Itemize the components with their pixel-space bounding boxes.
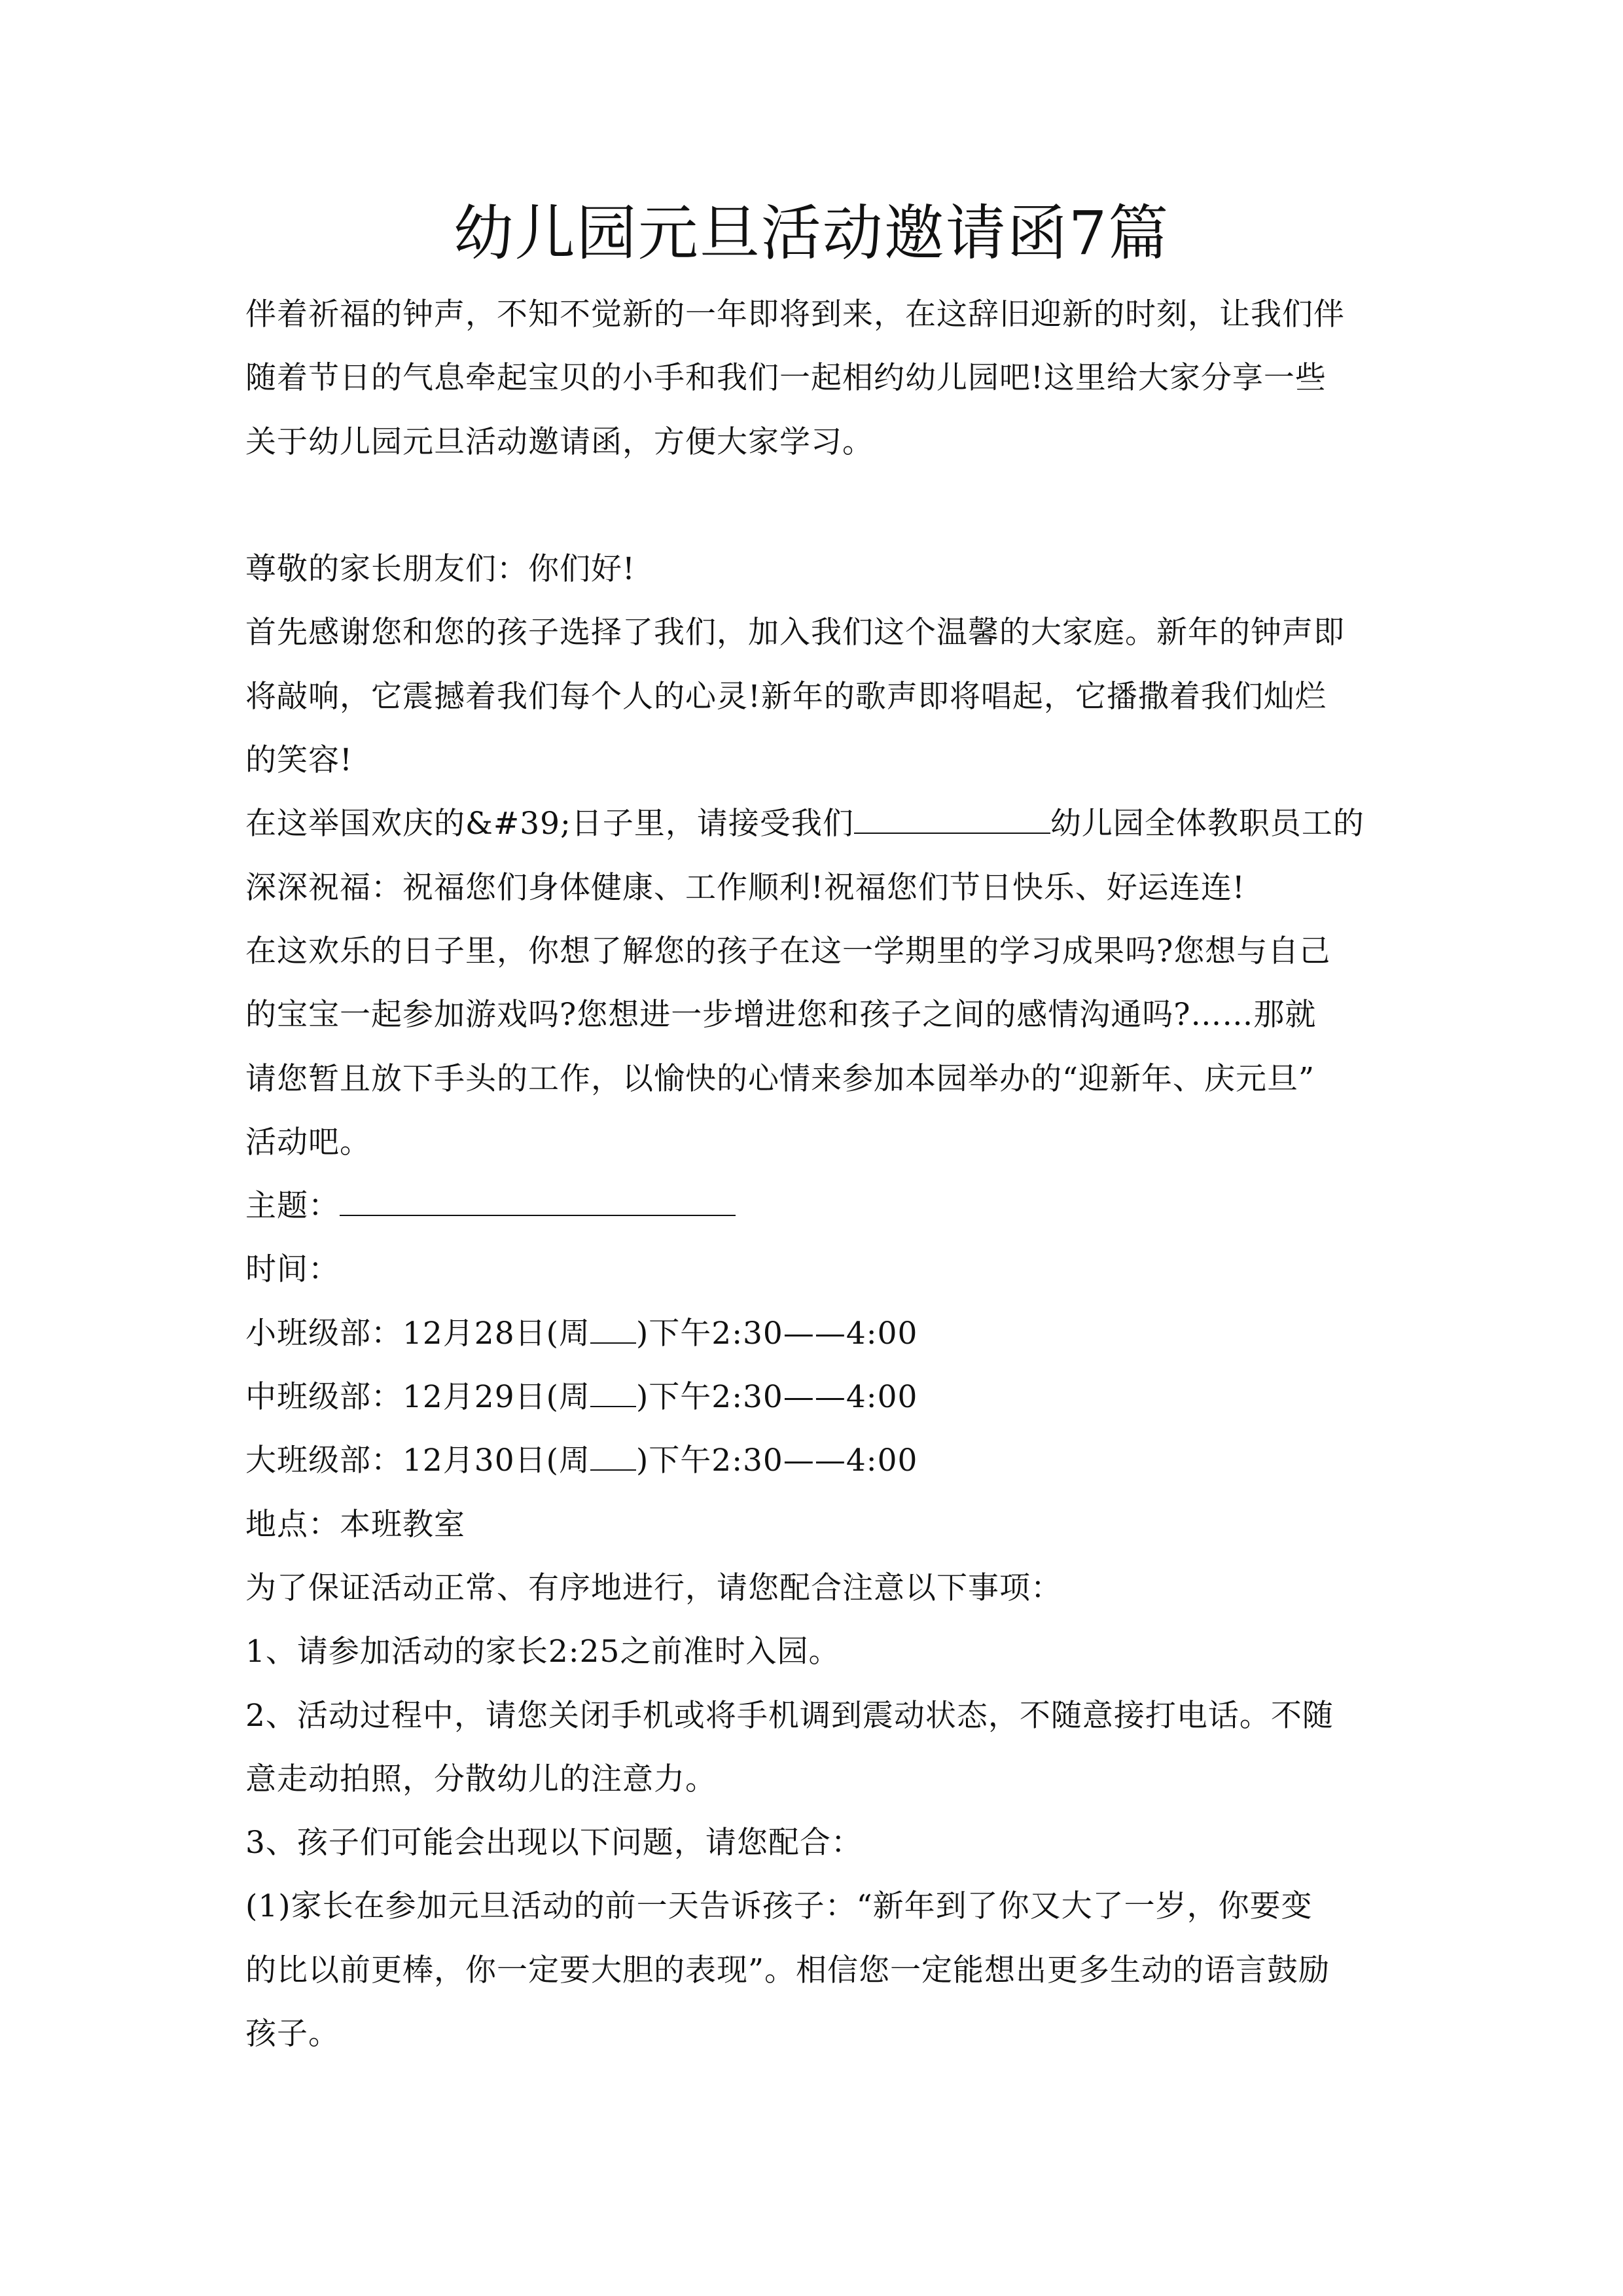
- notice-item: 1、请参加活动的家长2:25之前准时入园。: [245, 1634, 840, 1670]
- paragraph-line: 在这欢乐的日子里，你想了解您的孩子在这一学期里的学习成果吗?您想与自己: [245, 933, 1331, 969]
- schedule-row: [245, 1302, 1384, 1365]
- notice-subitem: 的比以前更棒，你一定要大胆的表现”。相信您一定能想出更多生动的语言鼓励: [245, 1952, 1330, 1988]
- intro-line: 伴着祈福的钟声，不知不觉新的一年即将到来，在这辞旧迎新的时刻，让我们伴: [245, 296, 1345, 332]
- theme-line: [245, 1174, 1384, 1238]
- notice-subitem: (1)家长在参加元旦活动的前一天告诉孩子：“新年到了你又大了一岁，你要变: [245, 1888, 1313, 1925]
- schedule-time: )下午2:30——4:00: [635, 1379, 918, 1416]
- document-title: 幼儿园元旦活动邀请函7篇: [453, 198, 1170, 268]
- paragraph-line: 的宝宝一起参加游戏吗?您想进一步增进您和孩子之间的感情沟通吗?……那就: [245, 997, 1317, 1033]
- weekday-blank: [590, 1441, 636, 1471]
- notice-item: 2、活动过程中，请您关闭手机或将手机调到震动状态，不随意接打电话。不随: [245, 1697, 1334, 1734]
- paragraph-line: [245, 792, 1384, 855]
- notice-intro: 为了保证活动正常、有序地进行，请您配合注意以下事项：: [245, 1570, 1062, 1606]
- schedule-dept: 中班级部：: [245, 1379, 402, 1416]
- notice-item: 3、孩子们可能会出现以下问题，请您配合：: [245, 1825, 863, 1861]
- schedule-row: [245, 1429, 1384, 1492]
- schedule-date: 12月28日(周: [402, 1315, 590, 1352]
- kindergarten-name-blank: [854, 804, 1050, 834]
- theme-blank: [340, 1186, 736, 1216]
- schedule-time: )下午2:30——4:00: [635, 1315, 918, 1352]
- intro-line: 随着节日的气息牵起宝贝的小手和我们一起相约幼儿园吧!这里给大家分享一些: [245, 360, 1327, 397]
- time-label: 时间：: [245, 1251, 340, 1288]
- theme-label: 主题：: [245, 1188, 340, 1225]
- paragraph-line: 深深祝福：祝福您们身体健康、工作顺利!祝福您们节日快乐、好运连连!: [245, 869, 1245, 906]
- paragraph-line: 请您暂且放下手头的工作，以愉快的心情来参加本园举办的“迎新年、庆元旦”: [245, 1060, 1315, 1097]
- paragraph-gap: [245, 474, 1384, 537]
- schedule-time: )下午2:30——4:00: [635, 1443, 918, 1479]
- weekday-blank: [590, 1314, 636, 1344]
- intro-line: 关于幼儿园元旦活动邀请函，方便大家学习。: [245, 423, 874, 460]
- weekday-blank: [590, 1377, 636, 1407]
- text-segment: 幼儿园全体教职员工的: [1050, 806, 1364, 842]
- schedule-row: [245, 1365, 1384, 1429]
- text-segment: 在这举国欢庆的&#39;日子里，请接受我们: [245, 806, 854, 842]
- notice-item: 意走动拍照，分散幼儿的注意力。: [245, 1761, 717, 1797]
- paragraph-line: 首先感谢您和您的孩子选择了我们，加入我们这个温馨的大家庭。新年的钟声即: [245, 615, 1345, 651]
- paragraph-line: 的笑容!: [245, 742, 353, 779]
- document-body: [245, 283, 1384, 2066]
- schedule-dept: 小班级部：: [245, 1315, 402, 1352]
- notice-subitem: 孩子。: [245, 2016, 340, 2053]
- paragraph-line: 将敲响，它震撼着我们每个人的心灵!新年的歌声即将唱起，它播撒着我们灿烂: [245, 678, 1327, 715]
- location-line: 地点：本班教室: [245, 1506, 465, 1543]
- schedule-dept: 大班级部：: [245, 1443, 402, 1479]
- schedule-date: 12月30日(周: [402, 1443, 590, 1479]
- paragraph-line: 活动吧。: [245, 1124, 371, 1160]
- schedule-date: 12月29日(周: [402, 1379, 590, 1416]
- greeting: 尊敬的家长朋友们：你们好!: [245, 551, 635, 588]
